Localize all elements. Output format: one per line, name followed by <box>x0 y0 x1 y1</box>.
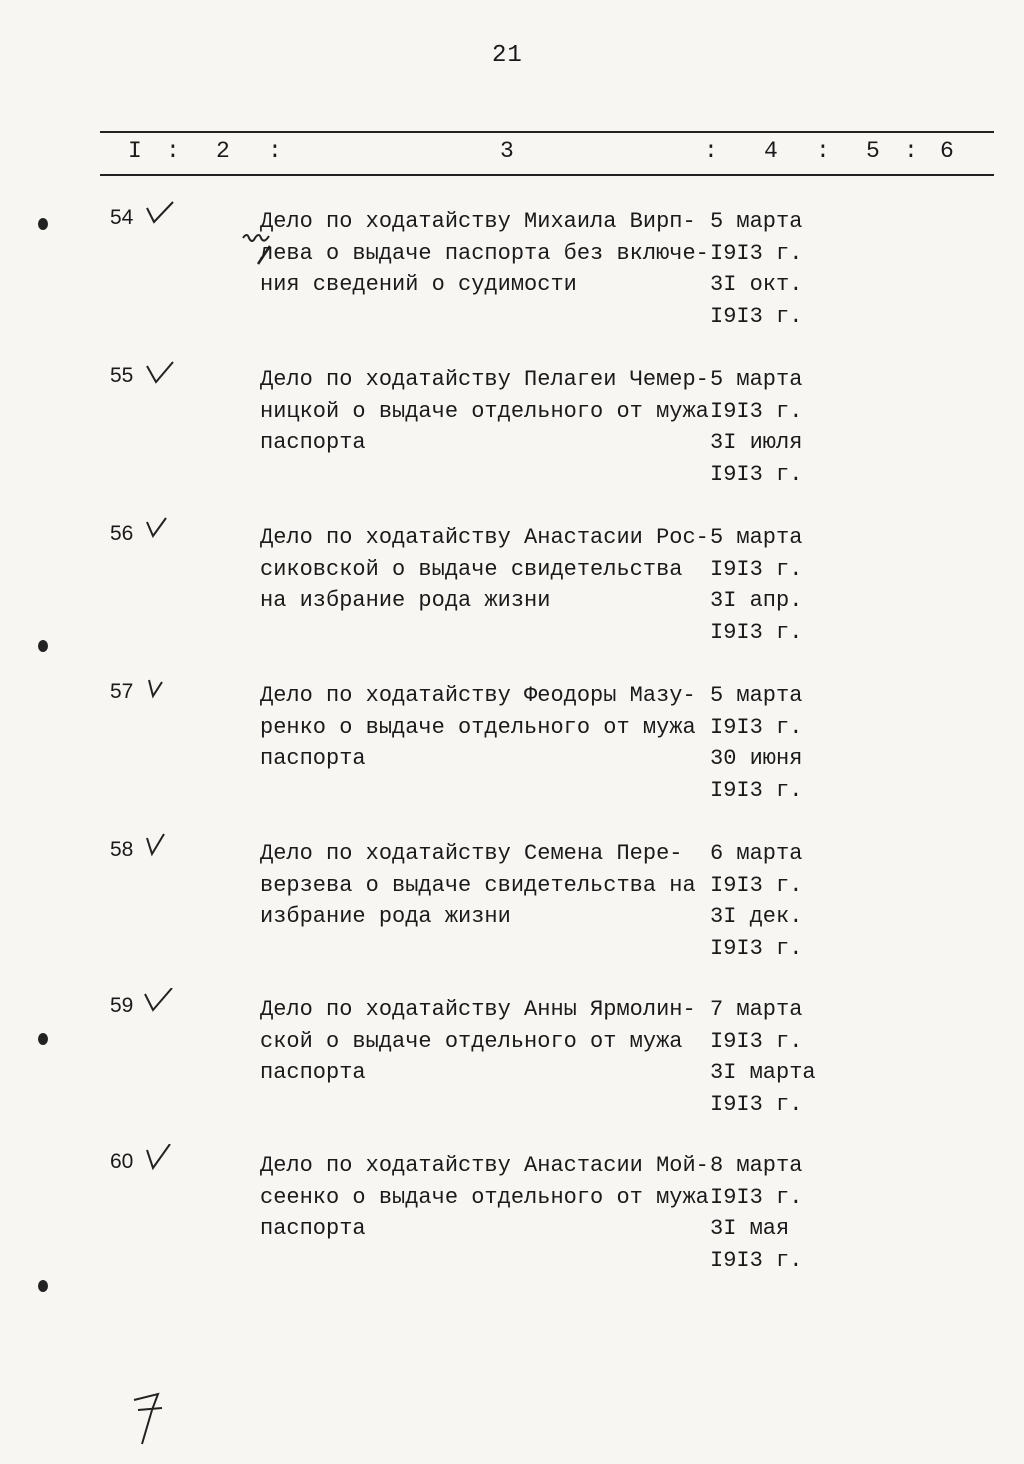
column-separator: : <box>268 138 282 164</box>
entry-number: 54 <box>110 206 134 229</box>
entry-dates <box>710 838 820 964</box>
case-entry <box>0 680 1024 830</box>
end-year: I9I3 г. <box>710 619 803 645</box>
case-entry <box>0 522 1024 672</box>
description-line: на избрание рода жизни <box>260 588 551 613</box>
entry-number: 58 <box>110 838 134 861</box>
description-line: паспорта <box>260 1060 366 1085</box>
end-year: I9I3 г. <box>710 777 803 803</box>
entry-description <box>260 522 709 617</box>
start-date: 8 марта <box>710 1153 803 1178</box>
start-date: 6 марта <box>710 841 803 866</box>
end-date: 3I мая <box>710 1216 790 1241</box>
end-date: 30 июня <box>710 746 803 771</box>
entry-dates <box>710 364 820 490</box>
end-date: 3I апр. <box>710 588 803 613</box>
column-4-label: 4 <box>764 138 778 164</box>
case-entry <box>0 206 1024 356</box>
description-line: ницкой о выдаче отдельного от мужа <box>260 398 709 424</box>
header-top-rule <box>100 131 994 133</box>
entry-description <box>260 994 700 1089</box>
description-line: Дело по ходатайству Семена Пере- <box>260 841 683 866</box>
description-line: ренко о выдаче отдельного от мужа <box>260 714 696 740</box>
column-2-label: 2 <box>216 138 230 164</box>
start-year: I9I3 г. <box>710 1184 803 1210</box>
entry-description <box>260 680 700 775</box>
description-line: Дело по ходатайству Анастасии Рос- <box>260 525 709 550</box>
description-line: Дело по ходатайству Пелагеи Чемер- <box>260 367 709 392</box>
start-year: I9I3 г. <box>710 872 803 898</box>
entry-dates <box>710 680 820 806</box>
description-line: паспорта <box>260 1216 366 1241</box>
start-date: 5 марта <box>710 367 803 392</box>
column-5-label: 5 <box>866 138 880 164</box>
header-bottom-rule <box>100 174 994 176</box>
description-line: Дело по ходатайству Анастасии Мой- <box>260 1153 709 1178</box>
checkmark-icon <box>144 516 176 542</box>
checkmark-icon <box>144 988 176 1014</box>
column-3-label: 3 <box>500 138 514 164</box>
start-date: 5 марта <box>710 525 803 550</box>
handwritten-page-mark <box>128 1388 168 1448</box>
description-line: ской о выдаче отдельного от мужа <box>260 1028 683 1054</box>
description-line: паспорта <box>260 430 366 455</box>
column-separator: : <box>704 138 718 164</box>
description-line: ния сведений о судимости <box>260 272 577 297</box>
page-number: 21 <box>492 42 523 69</box>
column-separator: : <box>166 138 180 164</box>
entry-number: 59 <box>110 994 134 1017</box>
entry-description <box>260 838 700 933</box>
end-date: 3I дек. <box>710 904 803 929</box>
column-1-label: I <box>128 138 142 164</box>
end-date: 3I марта <box>710 1060 816 1085</box>
start-year: I9I3 г. <box>710 1028 803 1054</box>
column-header-row <box>100 138 994 168</box>
entry-dates <box>710 206 820 332</box>
start-year: I9I3 г. <box>710 398 803 424</box>
entry-number: 60 <box>110 1150 134 1173</box>
case-entry <box>0 994 1024 1144</box>
description-line: Дело по ходатайству Феодоры Мазу- <box>260 683 696 708</box>
description-line: паспорта <box>260 746 366 771</box>
column-separator: : <box>816 138 830 164</box>
checkmark-icon <box>144 832 176 858</box>
description-line: лева о выдаче паспорта без включе- <box>260 240 709 266</box>
column-6-label: 6 <box>940 138 954 164</box>
case-entry <box>0 364 1024 514</box>
description-line: Дело по ходатайству Анны Ярмолин- <box>260 997 696 1022</box>
description-line: верзева о выдаче свидетельства на <box>260 872 696 898</box>
checkmark-icon <box>144 200 176 226</box>
end-year: I9I3 г. <box>710 1091 803 1117</box>
checkmark-icon <box>144 358 176 384</box>
case-entry <box>0 838 1024 988</box>
entry-dates <box>710 1150 820 1276</box>
case-entry <box>0 1150 1024 1300</box>
end-year: I9I3 г. <box>710 303 803 329</box>
end-year: I9I3 г. <box>710 935 803 961</box>
entry-description <box>260 1150 709 1245</box>
description-line: избрание рода жизни <box>260 904 511 929</box>
entry-description <box>260 364 709 459</box>
end-date: 3I июля <box>710 430 803 455</box>
start-year: I9I3 г. <box>710 556 803 582</box>
start-date: 7 марта <box>710 997 803 1022</box>
end-year: I9I3 г. <box>710 1247 803 1273</box>
entry-dates <box>710 522 820 648</box>
end-year: I9I3 г. <box>710 461 803 487</box>
entry-description <box>260 206 709 301</box>
start-date: 5 марта <box>710 683 803 708</box>
start-date: 5 марта <box>710 209 803 234</box>
start-year: I9I3 г. <box>710 240 803 266</box>
entry-dates <box>710 994 820 1120</box>
column-separator: : <box>904 138 918 164</box>
description-line: Дело по ходатайству Михаила Вирп- <box>260 209 696 234</box>
end-date: 3I окт. <box>710 272 803 297</box>
description-line: сиковской о выдаче свидетельства <box>260 556 683 582</box>
entry-number: 57 <box>110 680 134 703</box>
entry-number: 56 <box>110 522 134 545</box>
entry-number: 55 <box>110 364 134 387</box>
start-year: I9I3 г. <box>710 714 803 740</box>
description-line: сеенко о выдаче отдельного от мужа <box>260 1184 709 1210</box>
checkmark-icon <box>144 1144 176 1170</box>
checkmark-icon <box>144 674 176 700</box>
